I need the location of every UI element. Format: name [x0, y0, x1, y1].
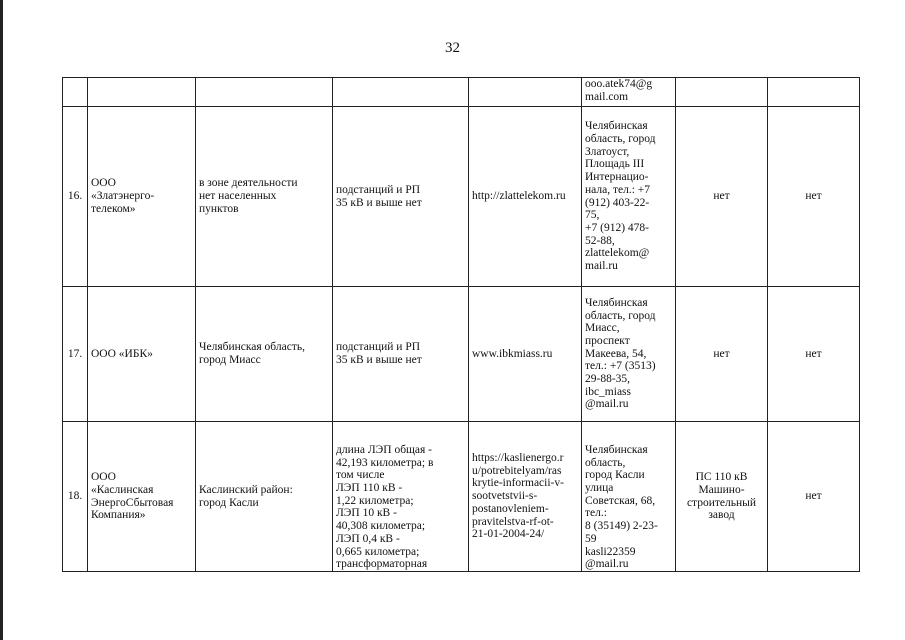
substation-info: длина ЛЭП общая - 42,193 километра; в том числе ЛЭП 110 кВ - 1,22 километра; ЛЭП 10 кВ - 40,308 километра; ЛЭП 0,4 кВ - 0,665 километра; трансформаторная — [333, 422, 469, 572]
column-7-value: нет — [676, 107, 768, 287]
website: www.ibkmiass.ru — [469, 287, 582, 422]
organization-name: ООО «Каслинская ЭнергоСбытовая Компания» — [88, 422, 196, 572]
row-number: 16. — [63, 107, 88, 287]
website: http://zlattelekom.ru — [469, 107, 582, 287]
organization-name: ООО «Златэнерго- телеком» — [88, 107, 196, 287]
column-8-value — [768, 78, 860, 107]
organizations-table — [62, 77, 860, 572]
website: https://kaslienergo.r u/potrebitelyam/ras krytie-informacii-v- sootvetstvii-s- postanovleniem- pravitelstva-rf-ot- 21-01-2004-24/ — [469, 422, 582, 572]
website — [469, 78, 582, 107]
service-area: Челябинская область, город Миасс — [196, 287, 333, 422]
substation-info: подстанций и РП 35 кВ и выше нет — [333, 107, 469, 287]
row-number: 18. — [63, 422, 88, 572]
table-body — [63, 78, 860, 572]
organization-name — [88, 78, 196, 107]
table-row — [63, 107, 860, 287]
table-row — [63, 78, 860, 107]
service-area: Каслинский район: город Касли — [196, 422, 333, 572]
column-8-value: нет — [768, 422, 860, 572]
column-7-value: нет — [676, 287, 768, 422]
page-number: 32 — [445, 40, 460, 56]
column-7-value — [676, 78, 768, 107]
column-8-value: нет — [768, 107, 860, 287]
row-number — [63, 78, 88, 107]
row-number: 17. — [63, 287, 88, 422]
column-8-value: нет — [768, 287, 860, 422]
substation-info — [333, 78, 469, 107]
contacts: Челябинская область, город Касли улица Советская, 68, тел.: 8 (35149) 2-23- 59 kasli22359 @mail.ru — [582, 422, 676, 572]
service-area — [196, 78, 333, 107]
service-area: в зоне деятельности нет населенных пунктов — [196, 107, 333, 287]
substation-info: подстанций и РП 35 кВ и выше нет — [333, 287, 469, 422]
contacts: ooo.atek74@g mail.com — [582, 78, 676, 107]
page-left-edge — [0, 0, 3, 640]
contacts: Челябинская область, город Миасс, проспект Макеева, 54, тел.: +7 (3513) 29-88-35, ibc_miass @mail.ru — [582, 287, 676, 422]
column-7-value: ПС 110 кВ Машино- строительный завод — [676, 422, 768, 572]
table-row — [63, 422, 860, 572]
table-row — [63, 287, 860, 422]
contacts: Челябинская область, город Златоуст, Площадь III Интернацио- нала, тел.: +7 (912) 403-22- 75, +7 (912) 478- 52-88, zlattelekom@ mail.ru — [582, 107, 676, 287]
organization-name: ООО «ИБК» — [88, 287, 196, 422]
